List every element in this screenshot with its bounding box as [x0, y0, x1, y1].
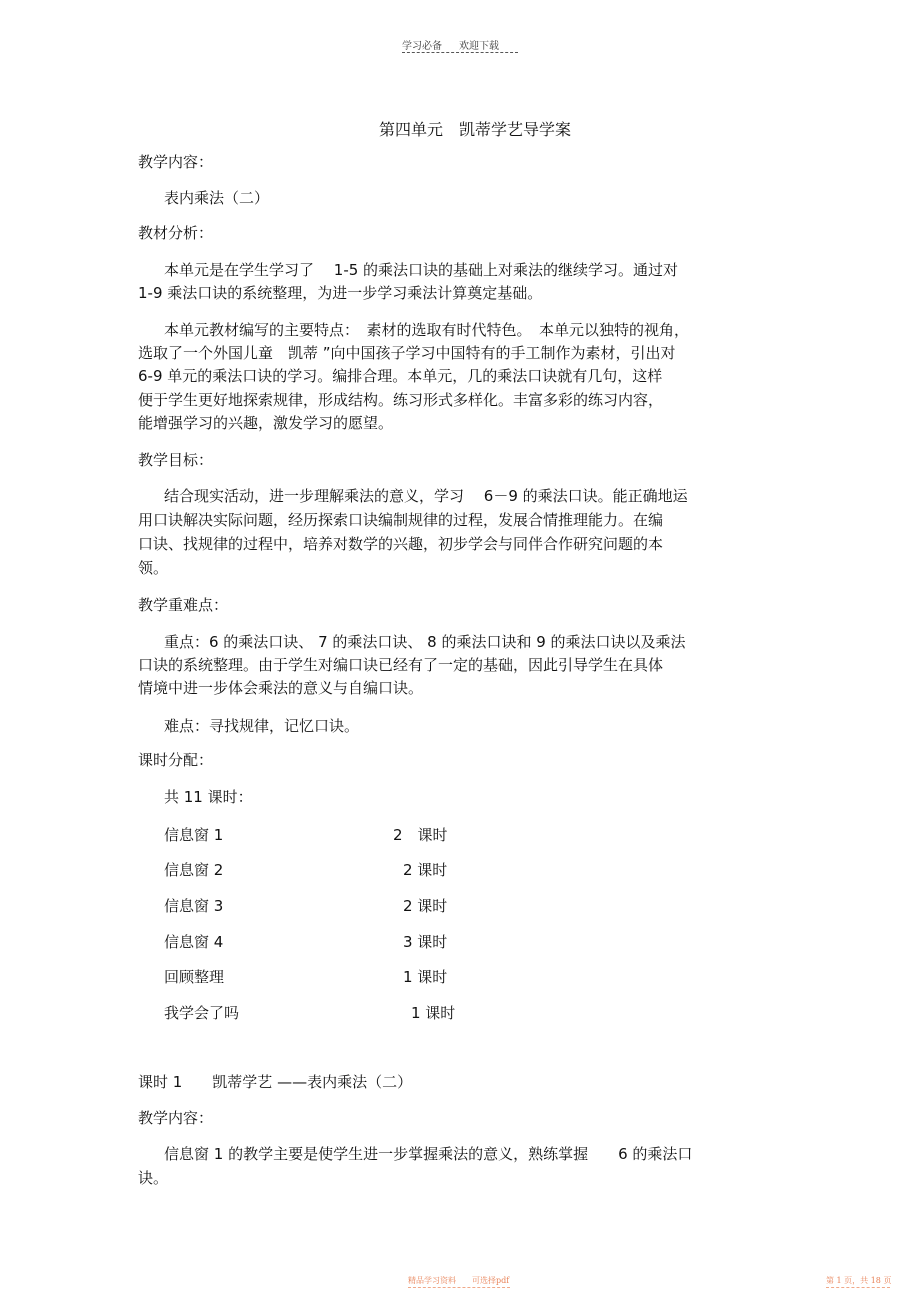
allocation-total: 共 11 课时： [164, 788, 253, 806]
difficulty-text: 难点：寻找规律，记忆口诀。 [164, 717, 360, 735]
lesson-content-heading: 教学内容： [138, 1109, 214, 1127]
analysis-p2-line: 选取了一个外国儿童 凯蒂 ”向中国孩子学习中国特有的手工制作为素材，引出对 [138, 344, 676, 362]
lesson-content-line: 信息窗 1 的教学主要是使学生进一步掌握乘法的意义，熟练掌握 6 的乘法口 [164, 1145, 693, 1163]
key-line: 重点：6 的乘法口诀、 7 的乘法口诀、 8 的乘法口诀和 9 的乘法口诀以及乘法 [164, 633, 686, 651]
footer-left-text: 精品学习资料 可选择pdf [408, 1276, 510, 1285]
footer-left-divider [408, 1287, 510, 1288]
goals-line: 口诀、找规律的过程中，培养对数学的兴趣，初步学会与同伴合作研究问题的本 [138, 535, 664, 553]
analysis-p1-line: 1-9 乘法口诀的系统整理，为进一步学习乘法计算奠定基础。 [138, 284, 543, 302]
allocation-row-value: 2 课时 [403, 897, 448, 915]
allocation-row-value: 1 课时 [403, 968, 448, 986]
allocation-row-label: 信息窗 2 [164, 861, 224, 879]
analysis-p2-line: 6-9 单元的乘法口诀的学习。编排合理。本单元，几的乘法口诀就有几句，这样 [138, 367, 663, 385]
analysis-heading: 教材分析： [138, 224, 214, 242]
allocation-row-value: 2 课时 [403, 861, 448, 879]
goals-heading: 教学目标： [138, 451, 214, 469]
document-title: 第四单元 凯蒂学艺导学案 [378, 120, 571, 139]
footer-right-divider [826, 1287, 890, 1288]
allocation-row-label: 信息窗 4 [164, 933, 224, 951]
analysis-p2-line: 便于学生更好地探索规律，形成结构。练习形式多样化。丰富多彩的练习内容， [138, 391, 664, 409]
header-right-text: 欢迎下载 [459, 41, 499, 52]
allocation-row-label: 我学会了吗 [164, 1004, 240, 1022]
allocation-heading: 课时分配： [138, 751, 214, 769]
header-divider [402, 52, 518, 53]
header-left-text: 学习必备 [402, 41, 442, 52]
footer-right [826, 1275, 891, 1286]
analysis-p2-line: 本单元教材编写的主要特点： 素材的选取有时代特色。 本单元以独特的视角， [164, 321, 690, 339]
goals-line: 结合现实活动，进一步理解乘法的意义，学习 6－9 的乘法口诀。能正确地运 [164, 487, 688, 505]
lesson-content-line: 诀。 [138, 1169, 169, 1187]
allocation-row-value: 1 课时 [411, 1004, 456, 1022]
goals-line: 领。 [138, 559, 169, 577]
analysis-p2-line: 能增强学习的兴趣，激发学习的愿望。 [138, 414, 394, 432]
lesson-title: 课时 1 凯蒂学艺 ——表内乘法（二） [138, 1073, 413, 1091]
key-line: 情境中进一步体会乘法的意义与自编口诀。 [138, 679, 424, 697]
allocation-row-label: 信息窗 1 [164, 826, 224, 844]
footer-left [408, 1275, 509, 1286]
goals-line: 用口诀解决实际问题，经历探索口诀编制规律的过程，发展合情推理能力。在编 [138, 511, 664, 529]
content-heading: 教学内容： [138, 153, 214, 171]
allocation-row-value: 3 课时 [403, 933, 448, 951]
page-number-text: 第 1 页，共 18 页 [826, 1276, 892, 1285]
key-heading: 教学重难点： [138, 596, 229, 614]
allocation-row-label: 回顾整理 [164, 968, 225, 986]
analysis-p1-line: 本单元是在学生学习了 1-5 的乘法口诀的基础上对乘法的继续学习。通过对 [164, 261, 679, 279]
key-line: 口诀的系统整理。由于学生对编口诀已经有了一定的基础，因此引导学生在具体 [138, 656, 664, 674]
content-text: 表内乘法（二） [164, 189, 270, 207]
allocation-row-label: 信息窗 3 [164, 897, 224, 915]
allocation-row-value: 2 课时 [393, 826, 448, 844]
